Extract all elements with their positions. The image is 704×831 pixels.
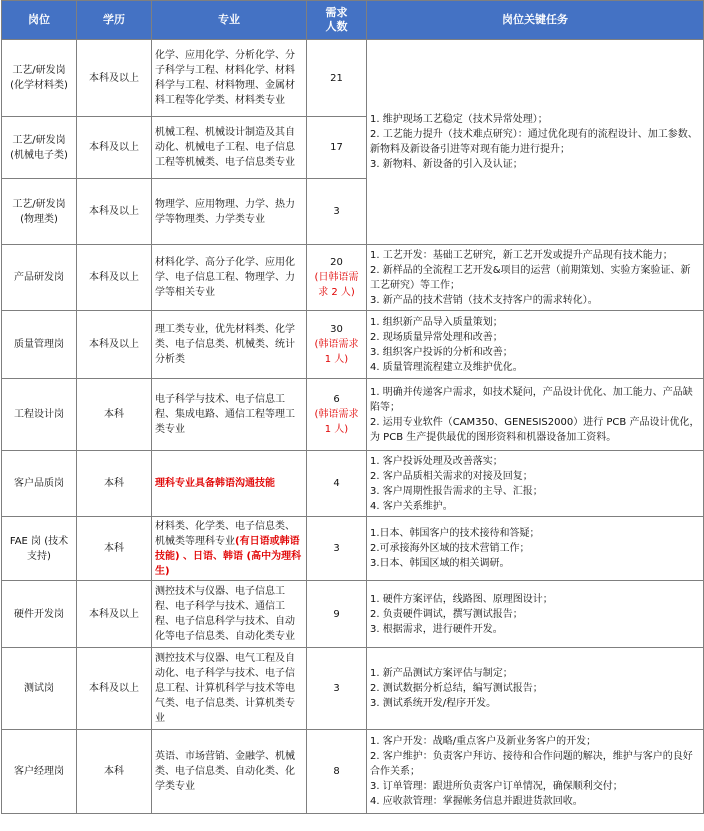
- table-row: [2, 311, 704, 379]
- table-row: [2, 730, 704, 814]
- education-cell: 本科及以上: [77, 245, 152, 311]
- tasks-cell: [367, 451, 704, 517]
- task-item: 3. 新产品的技术营销（技术支持客户的需求转化）。: [370, 294, 598, 306]
- task-item: 3. 组织客户投诉的分析和改善；: [370, 346, 513, 358]
- task-item: 2. 客户品质相关需求的对接及回复；: [370, 470, 533, 482]
- demand-note: (日韩语需求 2 人): [314, 272, 359, 298]
- demand-cell: [307, 245, 367, 311]
- tasks-cell: [367, 581, 704, 648]
- major-cell: 英语、市场营销、金融学、机械类、电子信息类、自动化类、化学类专业: [152, 730, 307, 814]
- education-cell: 本科: [77, 451, 152, 517]
- task-item: 1. 客户开发：战略/重点客户及新业务客户的开发；: [370, 736, 597, 747]
- demand-cell: 3: [307, 179, 367, 245]
- table-header-row: [2, 1, 704, 40]
- major-cell: 物理学、应用物理、力学、热力学等物理类、力学类专业: [152, 179, 307, 245]
- education-cell: 本科: [77, 517, 152, 581]
- position-cell: 产品研发岗: [2, 245, 77, 311]
- tasks-cell: [367, 40, 704, 245]
- position-cell: 质量管理岗: [2, 311, 77, 379]
- major-cell: [152, 451, 307, 517]
- position-cell: 客户经理岗: [2, 730, 77, 814]
- major-cell: 电子科学与技术、电子信息工程、集成电路、通信工程等理工类专业: [152, 379, 307, 451]
- tasks-cell: [367, 648, 704, 730]
- education-cell: 本科及以上: [77, 117, 152, 179]
- major-cell: 测控技术与仪器、电子信息工程、电子科学与技术、通信工程、电子信息科学与技术、自动化等电子信息类、自动化类专业: [152, 581, 307, 648]
- task-item: 3. 根据需求，进行硬件开发。: [370, 623, 503, 635]
- demand-cell: 21: [307, 40, 367, 117]
- demand-note: (韩语需求 1 人): [314, 409, 359, 435]
- major-cell: [152, 517, 307, 581]
- header-demand: 需求 人数: [307, 1, 367, 40]
- demand-value: 20: [330, 257, 343, 268]
- task-item: 3. 订单管理：跟进所负责客户订单情况，确保顺利交付；: [370, 781, 623, 792]
- task-item: 1. 硬件方案评估，线路图、原理图设计；: [370, 593, 553, 605]
- tasks-cell: [367, 311, 704, 379]
- education-cell: 本科: [77, 379, 152, 451]
- demand-cell: 4: [307, 451, 367, 517]
- header-major: 专业: [152, 1, 307, 40]
- major-cell: 化学、应用化学、分析化学、分子科学与工程、材料化学、材料科学与工程、材料物理、金属材料工程等化学类、材料类专业: [152, 40, 307, 117]
- major-cell: 测控技术与仪器、电气工程及自动化、电子科学与技术、电子信息工程、计算机科学与技术等电气类、电子信息类、计算机类专业: [152, 648, 307, 730]
- major-cell: 理工类专业，优先材料类、化学类、电子信息类、机械类、统计分析类: [152, 311, 307, 379]
- position-cell: 硬件开发岗: [2, 581, 77, 648]
- tasks-cell: [367, 245, 704, 311]
- education-cell: 本科及以上: [77, 581, 152, 648]
- position-cell: 工艺/研发岗 (物理类): [2, 179, 77, 245]
- education-cell: 本科及以上: [77, 179, 152, 245]
- task-item: 1. 维护现场工艺稳定（技术异常处理）；: [370, 114, 548, 125]
- task-item: 4. 应收款管理：掌握帐务信息并跟进货款回收。: [370, 796, 583, 807]
- task-item: 1. 客户投诉处理及改善落实；: [370, 455, 503, 467]
- table-row: [2, 379, 704, 451]
- task-item: 2. 工艺能力提升（技术难点研究）：通过优化现有的流程设计、加工参数、新物料及新设备引进等对现有能力进行提升；: [370, 129, 698, 155]
- task-item: 2. 客户维护：负责客户拜访、接待和合作问题的解决，维护与客户的良好合作关系；: [370, 751, 693, 777]
- major-cell: 机械工程、机械设计制造及其自动化、机械电子工程、电子信息工程等机械类、电子信息类专业: [152, 117, 307, 179]
- task-item: 3. 客户周期性报告需求的主导、汇报；: [370, 485, 543, 497]
- demand-cell: 8: [307, 730, 367, 814]
- table-row: [2, 451, 704, 517]
- position-cell: FAE 岗 (技术支持): [2, 517, 77, 581]
- major-text: 材料类、化学类、电子信息类、机械类等理科专业: [155, 520, 295, 547]
- education-cell: 本科: [77, 730, 152, 814]
- task-item: 2. 负责硬件调试，撰写测试报告；: [370, 608, 523, 620]
- demand-note: (韩语需求 1 人): [314, 339, 359, 365]
- demand-cell: 3: [307, 648, 367, 730]
- header-position: 岗位: [2, 1, 77, 40]
- header-education: 学历: [77, 1, 152, 40]
- tasks-cell: [367, 379, 704, 451]
- recruitment-table: [1, 0, 704, 814]
- task-item: 2. 运用专业软件（CAM350、GENESIS2000）进行 PCB 产品设计优化，为 PCB 生产提供最优的图形资料和机器设备加工资料。: [370, 416, 700, 443]
- demand-cell: 17: [307, 117, 367, 179]
- major-cell: 材料化学、高分子化学、应用化学、电子信息工程、物理学、力学等相关专业: [152, 245, 307, 311]
- task-item: 1. 组织新产品导入质量策划；: [370, 316, 503, 328]
- position-cell: 工艺/研发岗 (化学材料类): [2, 40, 77, 117]
- demand-value: 6: [333, 394, 340, 405]
- table-row: [2, 648, 704, 730]
- table-row: [2, 40, 704, 117]
- demand-cell: 3: [307, 517, 367, 581]
- task-item: 1. 明确并传递客户需求，如技术疑问，产品设计优化、加工能力、产品缺陷等；: [370, 386, 693, 413]
- table-row: [2, 517, 704, 581]
- demand-cell: 9: [307, 581, 367, 648]
- task-item: 2. 新样品的全流程工艺开发&项目的运营（前期策划、实验方案验证、新工艺研究）等工作；: [370, 264, 691, 291]
- task-item: 3.日本、韩国区域的相关调研。: [370, 558, 510, 569]
- task-item: 2. 测试数据分析总结，编写测试报告；: [370, 683, 543, 694]
- position-cell: 工程设计岗: [2, 379, 77, 451]
- task-item: 3. 新物料、新设备的引入及认证；: [370, 159, 523, 170]
- tasks-cell: [367, 730, 704, 814]
- task-item: 3. 测试系统开发/程序开发。: [370, 698, 497, 709]
- position-cell: 客户品质岗: [2, 451, 77, 517]
- demand-cell: [307, 379, 367, 451]
- demand-value: 30: [330, 324, 343, 335]
- education-cell: 本科及以上: [77, 648, 152, 730]
- tasks-cell: [367, 517, 704, 581]
- task-item: 4. 客户关系维护。: [370, 500, 453, 512]
- major-text: 理科专业具备韩语沟通技能: [155, 478, 275, 489]
- demand-cell: [307, 311, 367, 379]
- education-cell: 本科及以上: [77, 40, 152, 117]
- task-item: 1. 新产品测试方案评估与制定；: [370, 668, 513, 679]
- major-red-text: (有日语或韩语技能) 、日语、韩语 (高中为理科生): [155, 535, 302, 577]
- task-item: 2. 现场质量异常处理和改善；: [370, 331, 503, 343]
- task-item: 4. 质量管理流程建立及维护优化。: [370, 361, 523, 373]
- table-row: [2, 581, 704, 648]
- table-row: [2, 245, 704, 311]
- header-tasks: 岗位关键任务: [367, 1, 704, 40]
- task-item: 1. 工艺开发：基础工艺研究，新工艺开发或提升产品现有技术能力；: [370, 249, 673, 261]
- position-cell: 工艺/研发岗 (机械电子类): [2, 117, 77, 179]
- education-cell: 本科及以上: [77, 311, 152, 379]
- position-cell: 测试岗: [2, 648, 77, 730]
- task-item: 2.可承接海外区域的技术营销工作；: [370, 543, 530, 554]
- task-item: 1.日本、韩国客户的技术接待和答疑；: [370, 528, 540, 539]
